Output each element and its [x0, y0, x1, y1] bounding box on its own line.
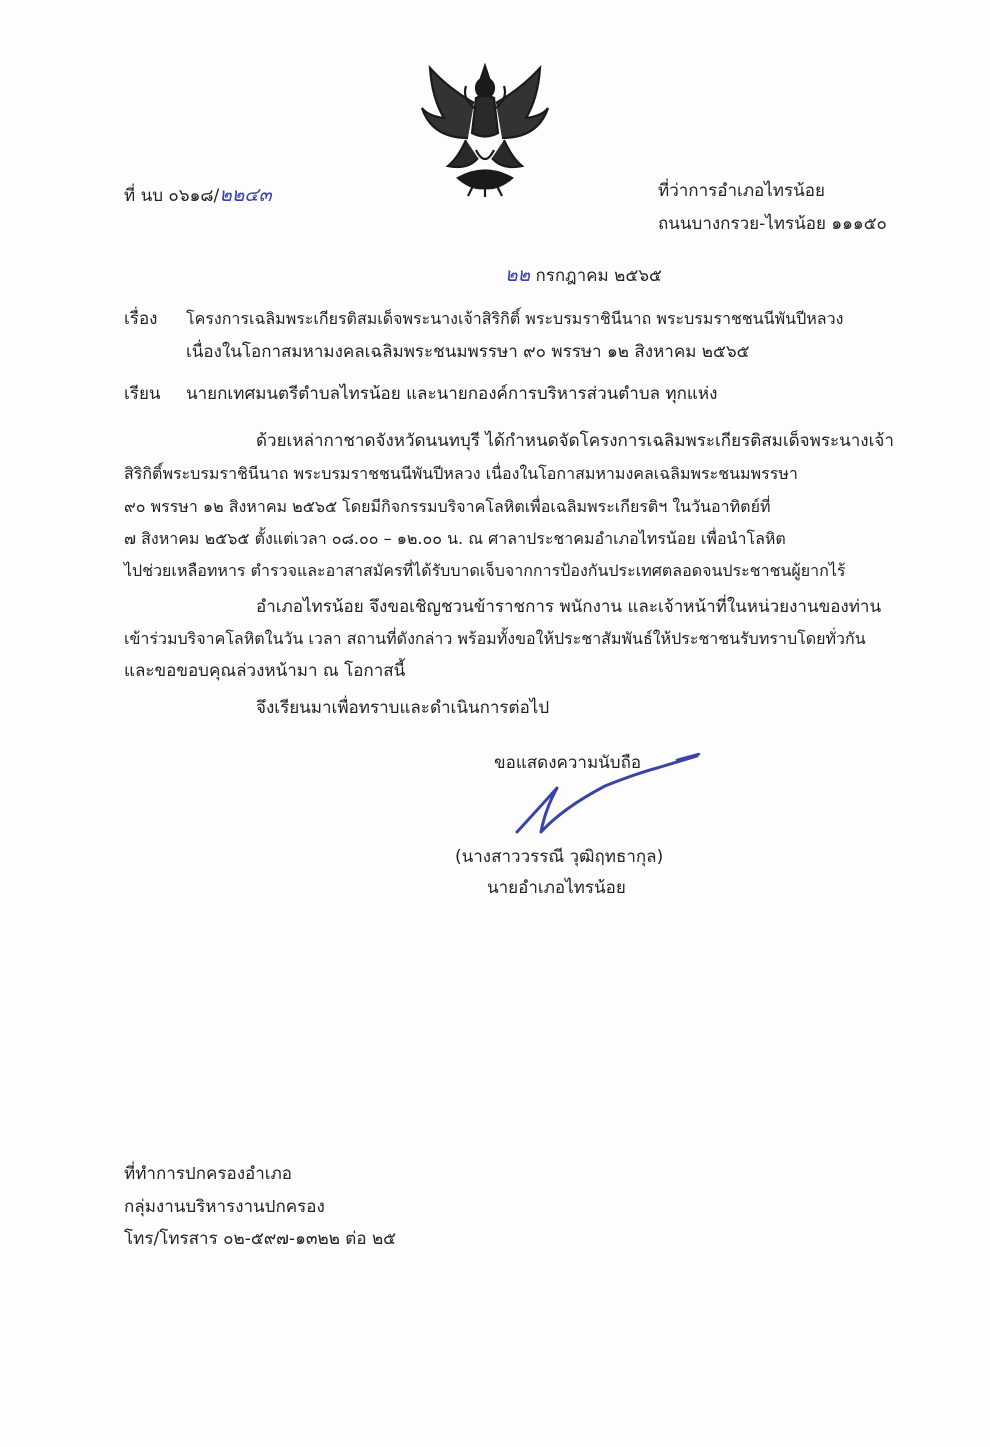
- footer-office: ที่ทำการปกครองอำเภอ: [124, 1164, 293, 1184]
- garuda-emblem-icon: [418, 58, 553, 198]
- footer-department: กลุ่มงานบริหารงานปกครอง: [124, 1197, 325, 1217]
- date-month-year: กรกฎาคม ๒๕๖๕: [535, 266, 662, 286]
- signature-icon: [505, 748, 705, 840]
- body-p1-line-5: ไปช่วยเหลือทหาร ตำรวจและอาสาสมัครที่ได้รับบาดเจ็บจากการป้องกันประเทศตลอดจนประชาชนผู้ยากไร้: [124, 561, 846, 580]
- office-address: ถนนบางกรวย-ไทรน้อย ๑๑๑๕๐: [658, 214, 887, 234]
- date-day-handwritten: ๒๒: [505, 264, 531, 286]
- closing-regards: ขอแสดงความนับถือ: [494, 753, 642, 773]
- office-name: ที่ว่าการอำเภอไทรน้อย: [658, 181, 825, 201]
- body-p2-line-1: อำเภอไทรน้อย จึงขอเชิญชวนข้าราชการ พนักงาน และเจ้าหน้าที่ในหน่วยงานของท่าน: [256, 597, 882, 617]
- footer-phone: โทร/โทรสาร ๐๒-๕๙๗-๑๓๒๒ ต่อ ๒๕: [124, 1229, 397, 1249]
- subject-line-2: เนื่องในโอกาสมหามงคลเฉลิมพระชนมพรรษา ๙๐ พรรษา ๑๒ สิงหาคม ๒๕๖๕: [186, 342, 750, 362]
- body-p3: จึงเรียนมาเพื่อทราบและดำเนินการต่อไป: [256, 698, 550, 718]
- subject-line-1: โครงการเฉลิมพระเกียรติสมเด็จพระนางเจ้าสิริกิติ์ พระบรมราชินีนาถ พระบรมราชชนนีพันปีหลวง: [186, 309, 844, 328]
- reference-prefix: ที่ นบ ๐๖๑๘/: [124, 186, 220, 206]
- body-p1-line-4: ๗ สิงหาคม ๒๕๖๕ ตั้งแต่เวลา ๐๘.๐๐ – ๑๒.๐๐ น. ณ ศาลาประชาคมอำเภอไทรน้อย เพื่อนำโลหิต: [124, 529, 786, 548]
- body-p2-line-2: เข้าร่วมบริจาคโลหิตในวัน เวลา สถานที่ดังกล่าว พร้อมทั้งขอให้ประชาสัมพันธ์ให้ประชาชนรับทราบโดยทั่วกัน: [124, 629, 866, 648]
- recipient-text: นายกเทศมนตรีตำบลไทรน้อย และนายกองค์การบริหารส่วนตำบล ทุกแห่ง: [186, 384, 718, 404]
- body-p2-line-3: และขอขอบคุณล่วงหน้ามา ณ โอกาสนี้: [124, 661, 406, 681]
- signatory-position: นายอำเภอไทรน้อย: [487, 878, 626, 898]
- body-p1-line-1: ด้วยเหล่ากาชาดจังหวัดนนทบุรี ได้กำหนดจัดโครงการเฉลิมพระเกียรติสมเด็จพระนางเจ้า: [256, 431, 894, 451]
- letter-date: [505, 264, 662, 287]
- reference-number: [124, 184, 272, 207]
- body-p1-line-2: สิริกิติ์พระบรมราชินีนาถ พระบรมราชชนนีพันปีหลวง เนื่องในโอกาสมหามงคลเฉลิมพระชนมพรรษา: [124, 464, 798, 483]
- subject-label: เรื่อง: [124, 309, 158, 329]
- recipient-label: เรียน: [124, 384, 161, 404]
- reference-handwritten: ๒๒๔๓: [219, 184, 272, 206]
- signatory-name: (นางสาววรรณี วุฒิฤทธากุล): [455, 847, 664, 867]
- body-p1-line-3: ๙๐ พรรษา ๑๒ สิงหาคม ๒๕๖๕ โดยมีกิจกรรมบริจาคโลหิตเพื่อเฉลิมพระเกียรติฯ ในวันอาทิตย์ที่: [124, 497, 771, 516]
